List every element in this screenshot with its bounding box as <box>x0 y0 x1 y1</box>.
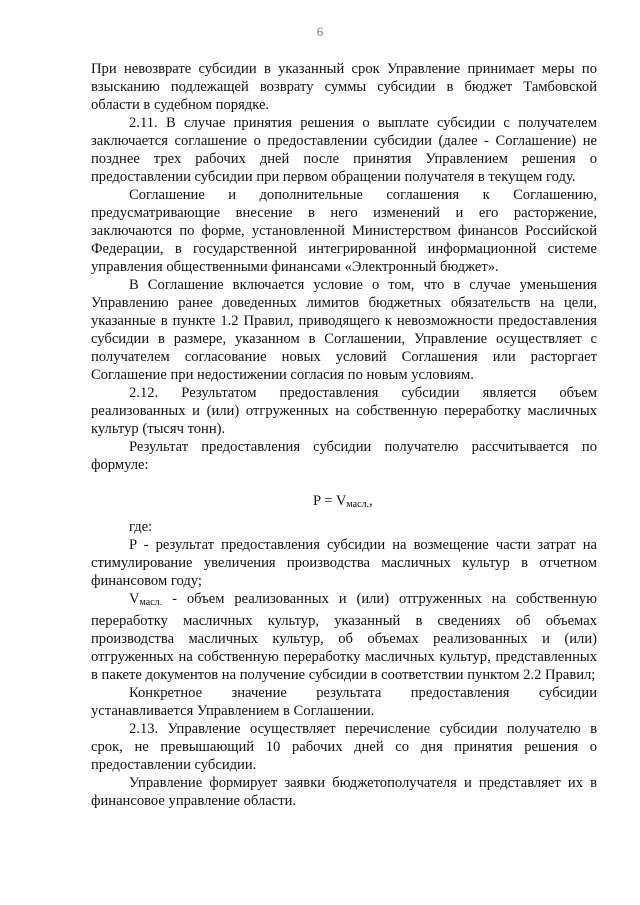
definition-v-text: - объем реализованных и (или) отгруженных на собственную переработку масличных культур, указанный в сведениях об объемах производства масличных культур, об объемах реализованных и (или) отгруженных на собственную переработку масличных культур, представленных в пакете документов на получение субсидии в соответствии пунктом 2.2 Правил; <box>91 591 597 683</box>
variable-v: V <box>129 591 140 607</box>
paragraph-2-11: 2.11. В случае принятия решения о выплате субсидии с получателем заключается соглашение о предоставлении субсидии (далее - Соглашение) не позднее трех рабочих дней после принятия Управлением решения о предоставлении субсидии при первом обращении получателя в текущем году. <box>91 115 597 185</box>
paragraph-definition-v <box>91 590 597 684</box>
variable-v-subscript: масл. <box>139 597 163 608</box>
page-number: 6 <box>316 24 324 39</box>
paragraph-formula-intro: Результат предоставления субсидии получателю рассчитывается по формуле: <box>91 439 597 473</box>
paragraph-limits-condition: В Соглашение включается условие о том, что в случае уменьшения Управлению ранее доведенных лимитов бюджетных обязательств на цели, указанные в пункте 1.2 Правил, приводящего к невозможности предоставления субсидии в размере, указанном в Соглашении, Управление осуществляет с получателем согласование новых условий Соглашения или расторгает Соглашение при недостижении согласия по новым условиям. <box>91 277 597 383</box>
formula-main: P = V <box>313 493 347 509</box>
formula-tail: , <box>369 493 373 509</box>
formula-subscript: масл. <box>346 499 370 510</box>
paragraph-agreement-form: Соглашение и дополнительные соглашения к Соглашению, предусматривающие внесение в него изменений и его расторжение, заключаются по форме, установленной Министерством финансов Российской Федерации, в государственной интегрированной информационной системе управления общественными финансами «Электронный бюджет». <box>91 187 597 275</box>
formula <box>91 492 597 514</box>
paragraph-where: где: <box>129 519 153 535</box>
paragraph-refund-enforcement: При невозврате субсидии в указанный срок Управление принимает меры по взысканию подлежащей возврату суммы субсидии в бюджет Тамбовской области в судебном порядке. <box>91 61 597 113</box>
paragraph-budget-requests: Управление формирует заявки бюджетополучателя и представляет их в финансовое управление области. <box>91 775 597 809</box>
paragraph-2-13: 2.13. Управление осуществляет перечисление субсидии получателю в срок, не превышающий 10 рабочих дней со дня принятия решения о предоставлении субсидии. <box>91 721 597 773</box>
document-body <box>91 60 597 810</box>
paragraph-result-value: Конкретное значение результата предоставления субсидии устанавливается Управлением в Соглашении. <box>91 685 597 719</box>
paragraph-2-12: 2.12. Результатом предоставления субсидии является объем реализованных и (или) отгруженных на собственную переработку масличных культур (тысяч тонн). <box>91 385 597 437</box>
paragraph-definition-p: P - результат предоставления субсидии на возмещение части затрат на стимулирование увеличения производства масличных культур в отчетном финансовом году; <box>91 537 597 589</box>
